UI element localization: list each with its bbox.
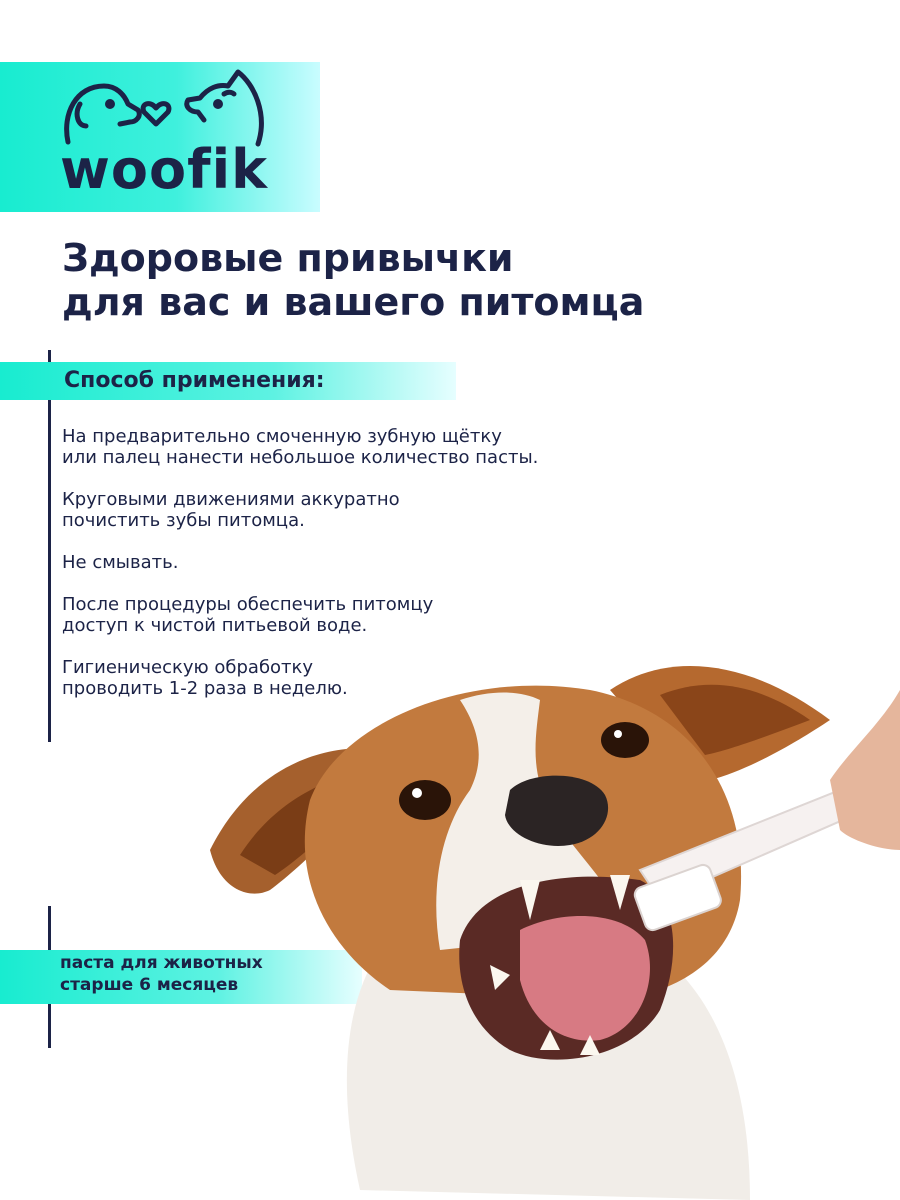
section-title: Способ применения:: [64, 368, 325, 393]
title-line-2: для вас и вашего питомца: [62, 280, 645, 324]
instruction-item: На предварительно смоченную зубную щётку или палец нанести небольшое количество пасты.: [62, 426, 539, 468]
title-line-1: Здоровые привычки: [62, 236, 514, 280]
brand-wordmark: woofik: [60, 138, 268, 201]
instruction-item: Круговыми движениями аккуратно почистить зубы питомца.: [62, 489, 400, 531]
age-note: паста для животных старше 6 месяцев: [60, 953, 263, 995]
page-title: [62, 236, 822, 324]
instruction-item: После процедуры обеспечить питомцу доступ к чистой питьевой воде.: [62, 594, 434, 636]
instruction-item: Гигиеническую обработку проводить 1-2 раза в неделю.: [62, 657, 348, 699]
divider-line: [48, 350, 51, 742]
instruction-item: Не смывать.: [62, 552, 179, 573]
dog-toothbrush-photo: [190, 630, 900, 1200]
